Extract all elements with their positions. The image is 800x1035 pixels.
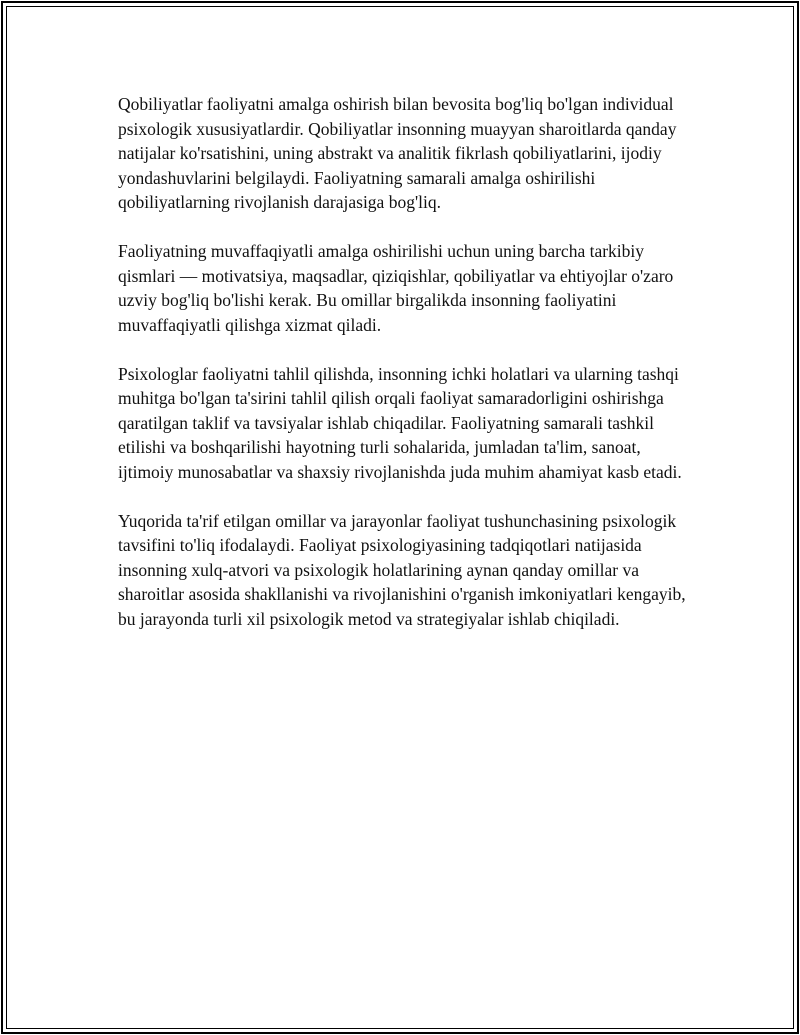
paragraph-2: Faoliyatning muvaffaqiyatli amalga oshirilishi uchun uning barcha tarkibiy qismlari — motivatsiya, maqsadlar, qiziqishlar, qobiliyatlar va ehtiyojlar o'zaro uzviy bog'liq bo'lishi kerak. Bu omillar birgalikda insonning faoliyatini muvaffaqiyatli qilishga xizmat qiladi. bbox=[118, 241, 674, 335]
document-body bbox=[118, 92, 698, 656]
paragraph-3: Psixologlar faoliyatni tahlil qilishda, insonning ichki holatlari va ularning tashqi muhitga bo'lgan ta'sirini tahlil qilish orqali faoliyat samaradorligini oshirishga qaratilgan taklif va tavsiyalar ishlab chiqadilar. Faoliyatning samarali tashkil etilishi va boshqarilishi hayotning turli sohalarida, jumladan ta'lim, sanoat, ijtimoiy munosabatlar va shaxsiy rivojlanishda juda muhim ahamiyat kasb etadi. bbox=[118, 363, 682, 482]
paragraph-1: Qobiliyatlar faoliyatni amalga oshirish bilan bevosita bog'liq bo'lgan individual psixologik xususiyatlardir. Qobiliyatlar insonning muayyan sharoitlarda qanday natijalar ko'rsatishini, uning abstrakt va analitik fikrlash qobiliyatlarini, ijodiy yondashuvlarini belgilaydi. Faoliyatning samarali amalga oshirilishi qobiliyatlarning rivojlanish darajasiga bog'liq. bbox=[118, 94, 677, 212]
paragraph-4: Yuqorida ta'rif etilgan omillar va jarayonlar faoliyat tushunchasining psixologik tavsifini to'liq ifodalaydi. Faoliyat psixologiyasining tadqiqotlari natijasida insonning xulq-atvori va psixologik holatlarining aynan qanday omillar va sharoitlar asosida shakllanishi va rivojlanishini o'rganish imkoniyatlari kengayib, bu jarayonda turli xil psixologik metod va strategiyalar ishlab chiqiladi. bbox=[118, 510, 686, 629]
